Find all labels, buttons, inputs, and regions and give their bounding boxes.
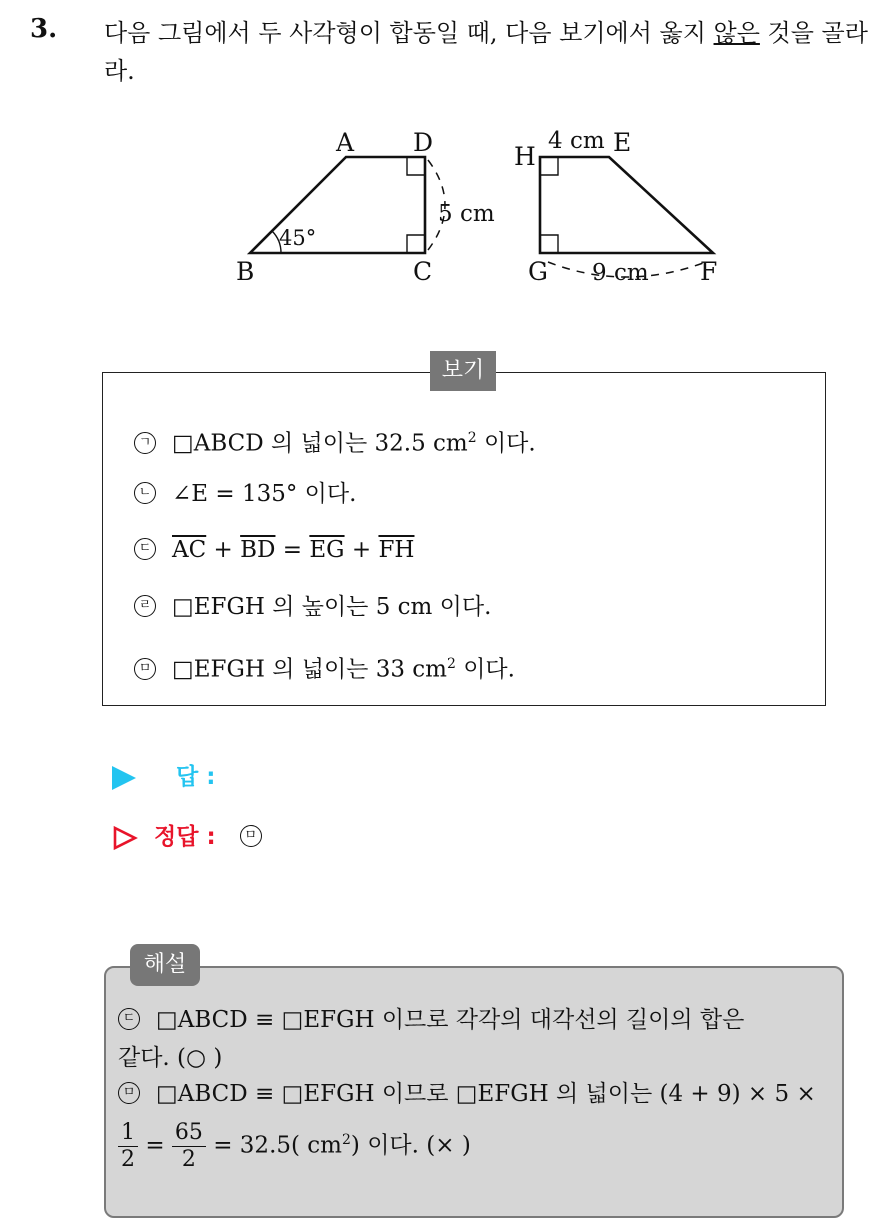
trapezoid-figure	[0, 0, 884, 300]
length-gf: 9 cm	[592, 260, 649, 286]
trapezoid-efgh	[540, 157, 713, 253]
item-text: □EFGH 의 넓이는 33 cm	[172, 656, 447, 683]
label-d: D	[413, 128, 434, 157]
segment-ac: $\overline{AC}$	[172, 537, 207, 563]
bogi-item-3	[134, 533, 414, 567]
fraction-half	[118, 1120, 138, 1173]
solution-line-3	[118, 1076, 816, 1112]
question-emphasis: 않은	[713, 19, 760, 47]
solution-marker: ㄷ	[118, 1008, 140, 1030]
solution-line-2: 같다. (○ )	[118, 1045, 223, 1071]
bogi-item-5	[134, 647, 515, 681]
label-b: B	[236, 257, 255, 286]
question-text-after: 것을 골라라.	[104, 19, 868, 85]
item-marker: ㄱ	[134, 432, 156, 454]
label-h: H	[514, 142, 536, 171]
item-marker: ㄴ	[134, 482, 156, 504]
solution-superscript: 2	[342, 1131, 351, 1148]
bogi-title: 보기	[430, 351, 496, 391]
fraction-numerator: 1	[118, 1120, 138, 1147]
correct-answer-value: ㅁ	[240, 825, 262, 847]
item-superscript: 2	[467, 430, 477, 446]
question-number: 3.	[30, 14, 58, 44]
segment-eg: $\overline{EG}$	[309, 537, 345, 563]
solution-title: 해설	[130, 944, 200, 986]
equals-sign: =	[145, 1132, 165, 1159]
item-marker: ㄷ	[134, 538, 156, 560]
item-text-end: 이다.	[455, 656, 515, 683]
correct-answer-label: 정답 :	[154, 824, 216, 850]
item-text: ∠E = 135° 이다.	[172, 481, 357, 507]
bogi-item-4	[134, 590, 491, 624]
fraction-denominator: 2	[121, 1147, 135, 1172]
angle-label: 45°	[279, 226, 317, 250]
solution-line-4	[118, 1120, 471, 1173]
bogi-item-1	[134, 421, 536, 455]
label-c: C	[413, 257, 433, 286]
label-a: A	[336, 128, 355, 157]
correct-arrow-icon	[112, 825, 138, 851]
length-he: 4 cm	[548, 128, 605, 154]
segment-fh: $\overline{FH}$	[378, 537, 415, 563]
correct-answer-row	[112, 818, 278, 851]
item-text: □ABCD 의 넓이는 32.5 cm	[172, 430, 468, 457]
item-text: □EFGH 의 높이는 5 cm 이다.	[172, 594, 492, 620]
plus-sign: +	[351, 537, 372, 563]
item-marker: ㄹ	[134, 595, 156, 617]
solution-result: = 32.5( cm	[213, 1132, 342, 1159]
answer-arrow-icon	[112, 766, 136, 790]
solution-text: □ABCD ≡ □EFGH 이므로 □EFGH 의 넓이는 (4 + 9) × 5 ×	[156, 1081, 816, 1107]
solution-marker: ㅁ	[118, 1082, 140, 1104]
answer-row	[112, 758, 215, 791]
solution-text: □ABCD ≡ □EFGH 이므로 각각의 대각선의 길이의 합은	[156, 1007, 745, 1033]
fraction-numerator: 65	[172, 1120, 206, 1147]
label-g: G	[528, 257, 548, 286]
equals-sign: =	[282, 537, 303, 563]
solution-line-1	[118, 1002, 744, 1038]
length-dc: 5 cm	[438, 201, 495, 227]
trapezoid-abcd	[250, 157, 425, 253]
item-marker: ㅁ	[134, 658, 156, 680]
fraction-denominator: 2	[181, 1147, 196, 1172]
answer-label: 답 :	[176, 764, 216, 790]
solution-result-end: ) 이다. (× )	[350, 1132, 471, 1159]
plus-sign: +	[213, 537, 233, 563]
fraction-65-2	[172, 1120, 206, 1173]
bogi-item-2	[134, 477, 356, 511]
label-f: F	[700, 257, 718, 286]
segment-bd: $\overline{BD}$	[240, 537, 276, 563]
label-e: E	[613, 128, 632, 157]
item-text-end: 이다.	[476, 430, 536, 457]
question-text-before: 다음 그림에서 두 사각형이 합동일 때, 다음 보기에서 옳지	[104, 19, 714, 47]
item-superscript: 2	[446, 656, 456, 672]
